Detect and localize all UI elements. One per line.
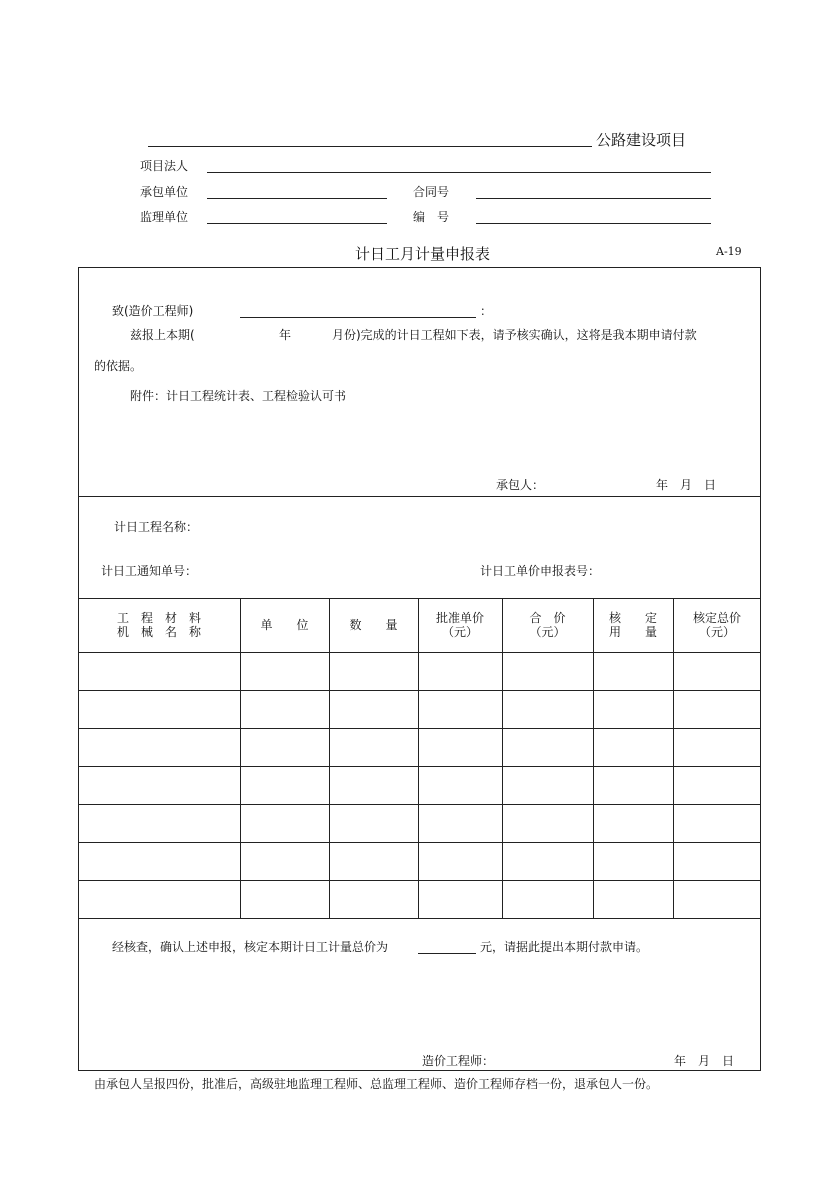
divider: [78, 728, 761, 729]
col-header-line: 核 定: [608, 611, 657, 625]
legal-person-line[interactable]: [207, 172, 711, 173]
col-header-approved-qty: [593, 598, 673, 652]
legal-person-label: 项目法人: [140, 159, 189, 173]
footnote: 由承包人呈报四份，批准后，高级驻地监理工程师、总监理工程师、造价工程师存档一份，退承包人一份。: [94, 1077, 659, 1091]
col-header-approved-total: [673, 598, 761, 652]
divider: [78, 804, 761, 805]
contractor-signer-label: 承包人：: [496, 478, 545, 492]
contract-no-line[interactable]: [476, 198, 711, 199]
project-name-line[interactable]: [148, 146, 592, 147]
divider: [78, 690, 761, 691]
serial-no-line[interactable]: [476, 223, 711, 224]
cost-engineer-line[interactable]: [240, 317, 476, 318]
supervisor-unit-label: 监理单位: [140, 210, 189, 224]
col-header-line: 批准单价: [435, 611, 484, 625]
review-text-a: 经核查，确认上述申报，核定本期计日工计量总价为: [112, 940, 389, 954]
col-header-quantity: [329, 598, 418, 652]
col-header-line: 用 量: [608, 625, 657, 639]
col-header-line: 工 程 材 料: [116, 611, 201, 625]
col-header-line: （元）: [698, 625, 735, 639]
cost-engineer-signer-label: 造价工程师：: [422, 1054, 495, 1068]
colon: ：: [480, 304, 493, 318]
request-text-c: 的依据。: [94, 359, 143, 373]
divider: [78, 766, 761, 767]
divider: [78, 842, 761, 843]
contractor-unit-label: 承包单位: [140, 185, 189, 199]
price-form-no-label: 计日工单价申报表号：: [480, 564, 601, 578]
col-header-line: 机 械 名 称: [116, 625, 201, 639]
form-code: A-19: [716, 245, 742, 258]
request-text-b: 月份)完成的计日工程如下表，请予核实确认，这将是我本期申请付款: [332, 328, 697, 342]
contractor-unit-line[interactable]: [207, 198, 387, 199]
total-amount-line[interactable]: [418, 953, 476, 954]
contractor-date-label: 年 月 日: [656, 478, 717, 492]
col-header-line: 合 价: [529, 611, 566, 625]
project-name-label: 计日工程名称：: [114, 520, 199, 534]
year-label: 年: [279, 328, 292, 342]
col-header-approved-price: [418, 598, 502, 652]
col-header-line: 单 位: [260, 618, 309, 632]
col-header-total: [502, 598, 593, 652]
to-label: 致(造价工程师): [112, 304, 194, 318]
col-header-line: （元）: [529, 625, 566, 639]
cost-engineer-date-label: 年 月 日: [674, 1054, 735, 1068]
supervisor-unit-line[interactable]: [207, 223, 387, 224]
form-title: 计日工月计量申报表: [355, 245, 491, 263]
col-header-unit: [240, 598, 329, 652]
col-header-line: （元）: [441, 625, 478, 639]
divider: [78, 496, 761, 497]
col-header-line: 数 量: [349, 618, 398, 632]
notice-no-label: 计日工通知单号：: [101, 564, 198, 578]
col-header-line: 核定总价: [692, 611, 741, 625]
divider: [78, 918, 761, 919]
col-header-name: [78, 598, 240, 652]
serial-no-label: 编 号: [413, 210, 450, 224]
divider: [78, 880, 761, 881]
review-text-b: 元，请据此提出本期付款申请。: [480, 940, 649, 954]
contract-no-label: 合同号: [413, 185, 450, 199]
project-suffix: 公路建设项目: [596, 131, 687, 149]
attachment-text: 附件：计日工程统计表、工程检验认可书: [130, 389, 347, 403]
divider: [78, 652, 761, 653]
request-text-a: 兹报上本期(: [130, 328, 195, 342]
